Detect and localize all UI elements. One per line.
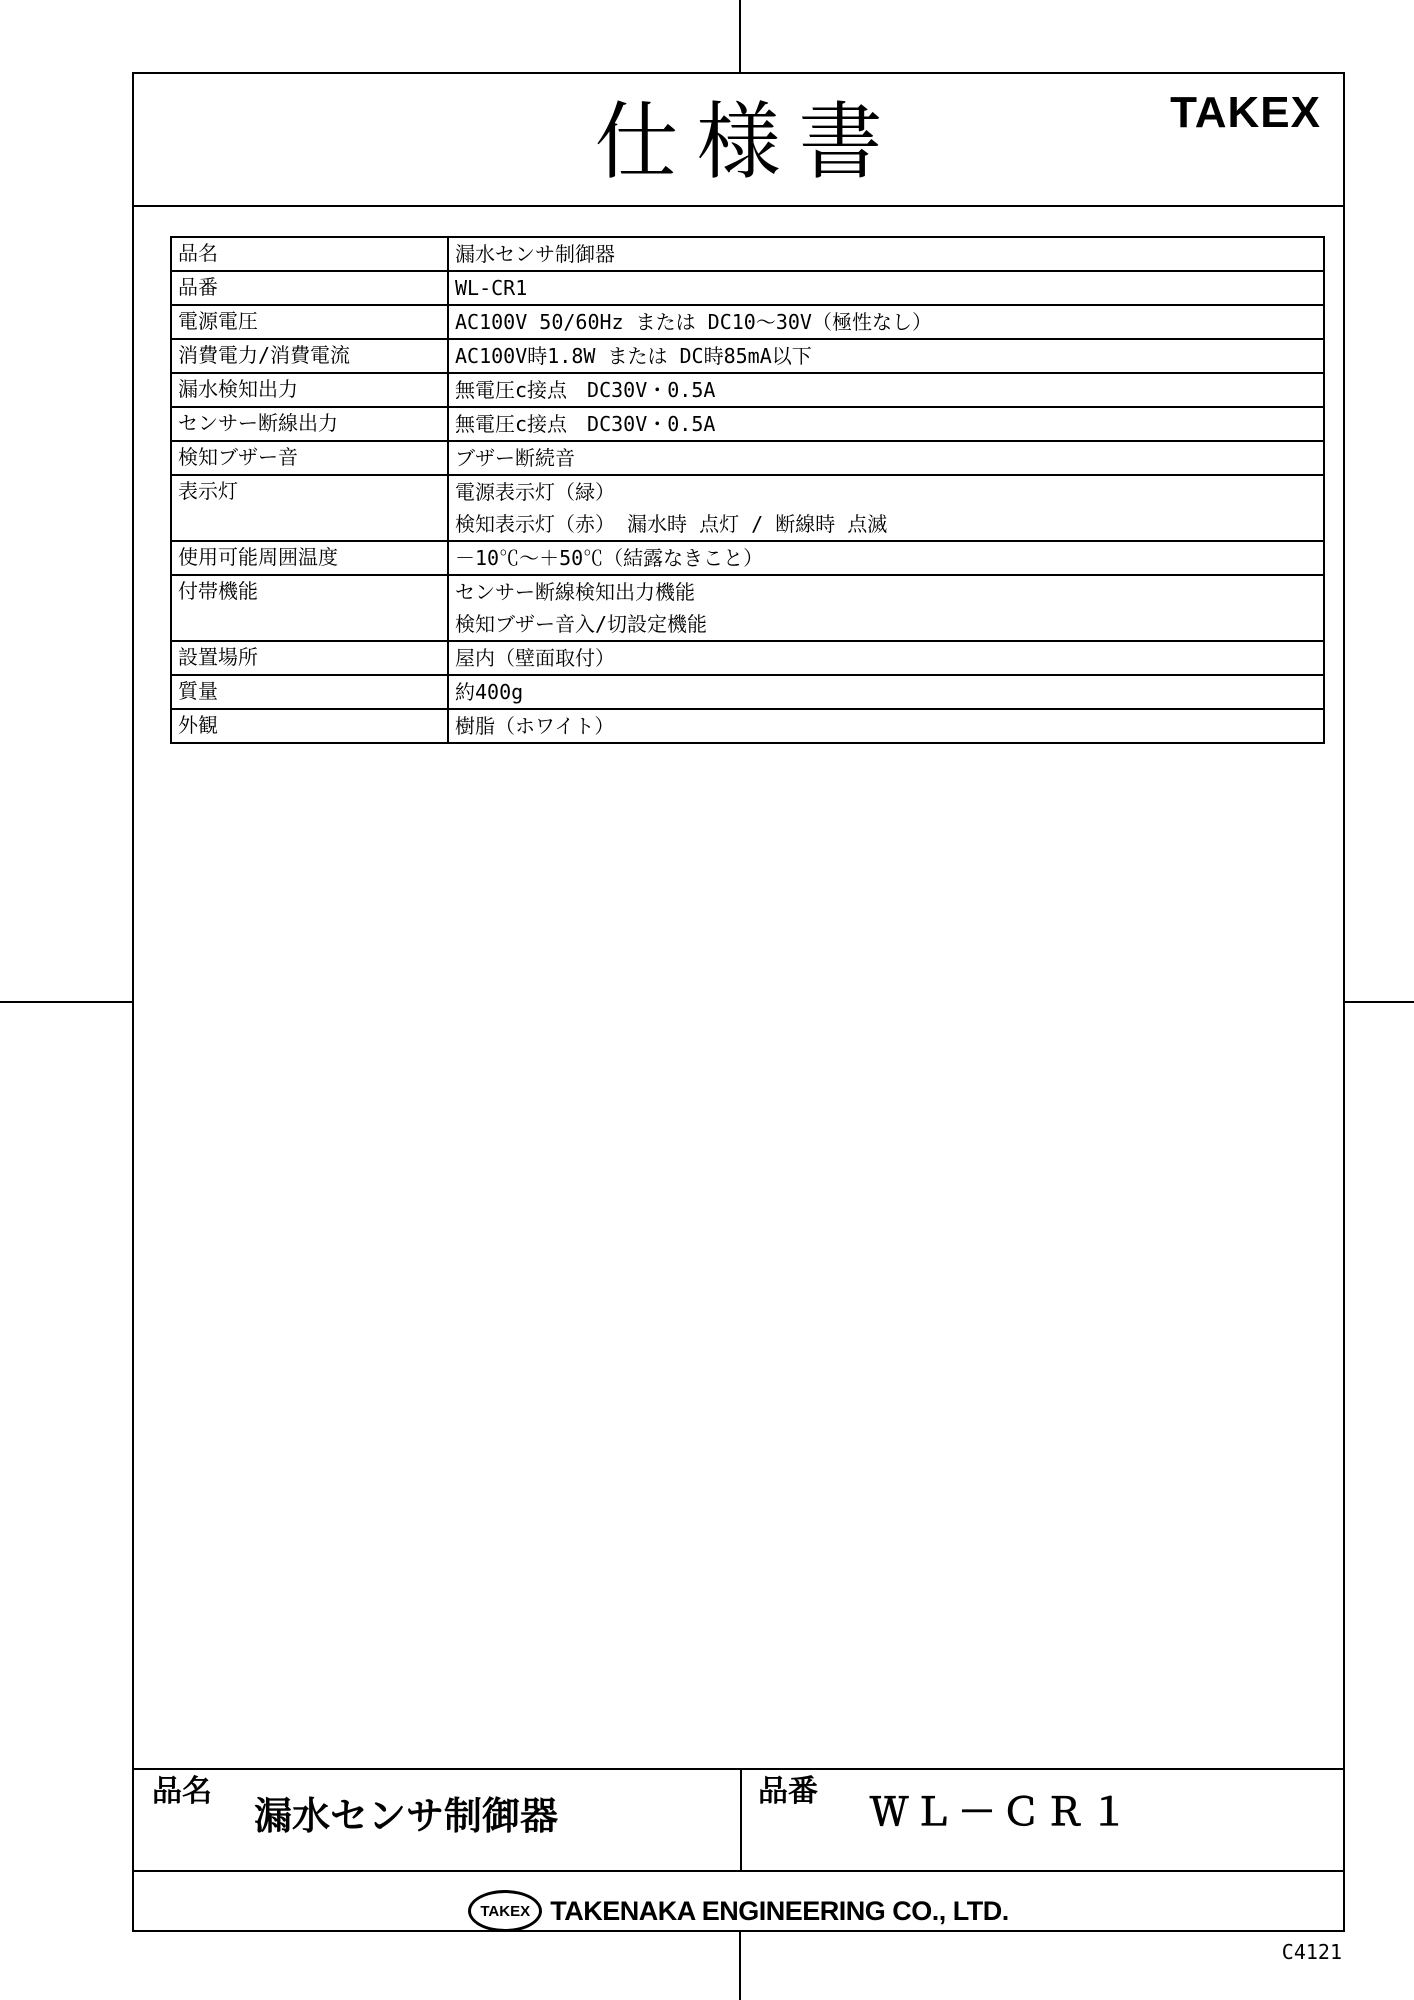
spec-label: 消費電力/消費電流 xyxy=(171,339,448,373)
spec-label: 付帯機能 xyxy=(171,575,448,641)
spec-label: 品番 xyxy=(171,271,448,305)
footer-number-label: 品番 xyxy=(758,1774,818,1809)
spec-label: 検知ブザー音 xyxy=(171,441,448,475)
footer-divider-vertical xyxy=(740,1768,742,1872)
spec-value-line: 検知表示灯（赤） 漏水時 点灯 / 断線時 点滅 xyxy=(455,512,888,536)
document-frame xyxy=(132,72,1345,1932)
spec-value-line: 樹脂（ホワイト） xyxy=(455,714,615,738)
spec-table-body xyxy=(171,237,1324,743)
spec-value xyxy=(448,271,1324,305)
brand-logo: TAKEX xyxy=(1170,88,1321,137)
footer-name-value: 漏水センサ制御器 xyxy=(254,1794,559,1838)
spec-value xyxy=(448,541,1324,575)
spec-row xyxy=(171,475,1324,541)
spec-row xyxy=(171,237,1324,271)
spec-row xyxy=(171,541,1324,575)
spec-row xyxy=(171,305,1324,339)
company-name: TAKENAKA ENGINEERING CO., LTD. xyxy=(550,1895,1009,1926)
spec-value xyxy=(448,641,1324,675)
spec-value xyxy=(448,407,1324,441)
document-code: C4121 xyxy=(1281,1940,1342,1964)
spec-value-line: センサー断線検知出力機能 xyxy=(455,580,695,604)
spec-row xyxy=(171,373,1324,407)
spec-row xyxy=(171,709,1324,743)
spec-label: 設置場所 xyxy=(171,641,448,675)
spec-row xyxy=(171,641,1324,675)
spec-value xyxy=(448,373,1324,407)
spec-value-line: AC100V時1.8W または DC時85mA以下 xyxy=(455,344,812,368)
spec-row xyxy=(171,675,1324,709)
spec-label: 質量 xyxy=(171,675,448,709)
spec-value-line: 約400g xyxy=(455,680,524,704)
spec-value xyxy=(448,575,1324,641)
spec-value-line: 漏水センサ制御器 xyxy=(455,242,615,266)
spec-value-line: 無電圧c接点 DC30V・0.5A xyxy=(455,412,716,436)
spec-label: 使用可能周囲温度 xyxy=(171,541,448,575)
spec-value xyxy=(448,237,1324,271)
footer-name-label: 品名 xyxy=(152,1774,212,1809)
spec-value xyxy=(448,339,1324,373)
spec-value-line: －10℃～＋50℃（結露なきこと） xyxy=(455,546,764,570)
footer-divider-middle xyxy=(134,1870,1343,1872)
spec-value xyxy=(448,441,1324,475)
spec-label: 電源電圧 xyxy=(171,305,448,339)
spec-value xyxy=(448,305,1324,339)
spec-row xyxy=(171,339,1324,373)
footer-divider-top xyxy=(134,1768,1343,1770)
spec-value xyxy=(448,709,1324,743)
header-divider xyxy=(134,205,1343,207)
spec-value xyxy=(448,675,1324,709)
spec-value-line: ブザー断続音 xyxy=(455,446,575,470)
spec-label: 表示灯 xyxy=(171,475,448,541)
spec-value-line: AC100V 50/60Hz または DC10～30V（極性なし） xyxy=(455,310,932,334)
company-emblem: TAKEX xyxy=(468,1890,542,1932)
footer-number-value: ＷＬ－ＣＲ１ xyxy=(870,1790,1135,1834)
document-title: 仕様書 xyxy=(594,93,901,191)
crop-mark-top xyxy=(739,0,741,72)
spec-value xyxy=(448,475,1324,541)
spec-value-line: 無電圧c接点 DC30V・0.5A xyxy=(455,378,716,402)
spec-row xyxy=(171,407,1324,441)
crop-mark-bottom xyxy=(739,1932,741,2000)
spec-label: 外観 xyxy=(171,709,448,743)
spec-value-line: 電源表示灯（緑） xyxy=(455,480,615,504)
spec-table xyxy=(170,236,1325,744)
spec-row xyxy=(171,441,1324,475)
spec-value-line: 検知ブザー音入/切設定機能 xyxy=(455,612,708,636)
spec-value-line: WL-CR1 xyxy=(455,276,528,300)
spec-label: センサー断線出力 xyxy=(171,407,448,441)
company-line xyxy=(134,1884,1343,1938)
crop-mark-left xyxy=(0,1001,132,1003)
spec-value-line: 屋内（壁面取付） xyxy=(455,646,615,670)
crop-mark-right xyxy=(1345,1001,1414,1003)
spec-row xyxy=(171,575,1324,641)
spec-label: 漏水検知出力 xyxy=(171,373,448,407)
spec-label: 品名 xyxy=(171,237,448,271)
spec-row xyxy=(171,271,1324,305)
